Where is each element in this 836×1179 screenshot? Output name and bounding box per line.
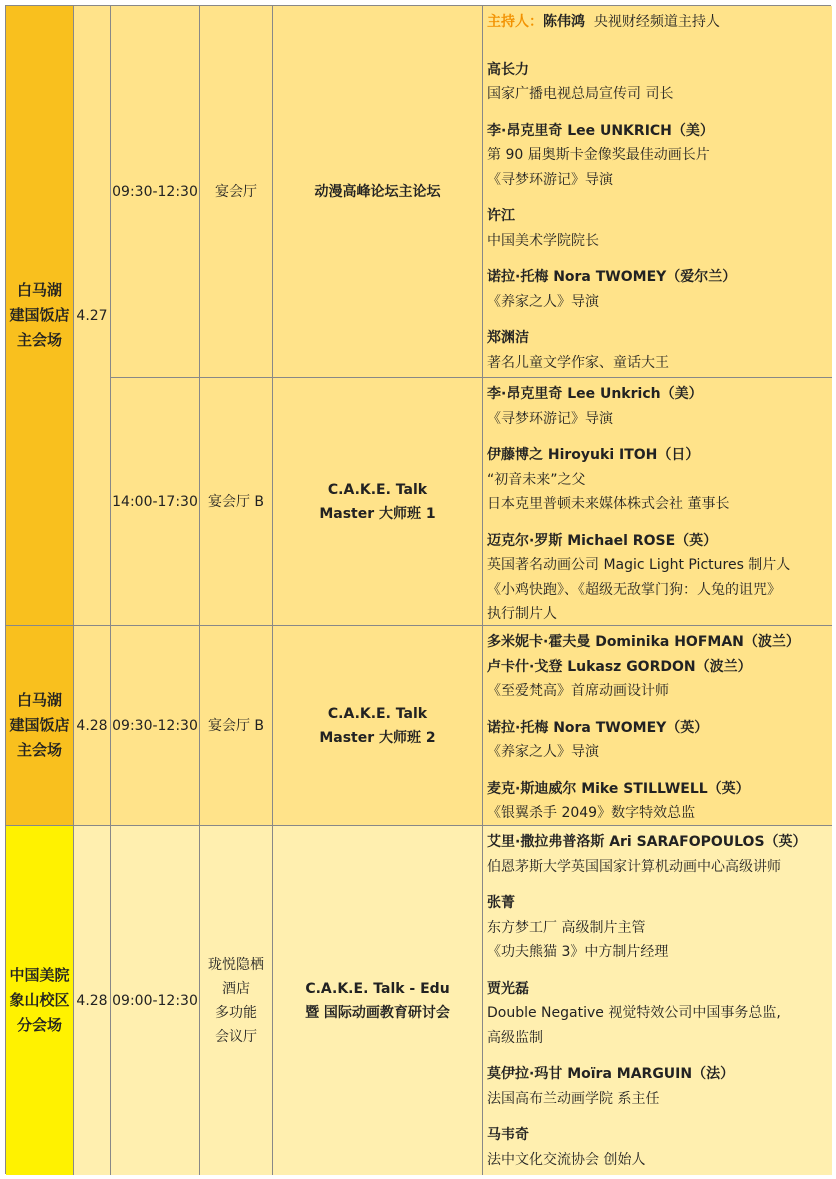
speaker-entry xyxy=(487,891,832,965)
venue-cell xyxy=(6,6,74,626)
speakers-cell xyxy=(483,626,832,826)
forum-title: C.A.K.E. Talk xyxy=(327,481,428,498)
host-title: 央视财经频道主持人 xyxy=(593,14,720,30)
speaker-title: 《寻梦环游记》导演 xyxy=(487,171,613,188)
speaker-title: 高级监制 xyxy=(487,1029,543,1046)
speaker-name: 多米妮卡·霍夫曼 Dominika HOFMAN（波兰） xyxy=(487,634,800,650)
speaker-name: 许江 xyxy=(487,208,515,224)
speaker-name: 马韦奇 xyxy=(487,1127,529,1143)
speaker-name: 张菁 xyxy=(487,895,515,911)
date-cell xyxy=(74,626,111,826)
speaker-name: 诺拉·托梅 Nora TWOMEY（爱尔兰） xyxy=(487,269,737,285)
hall-cell xyxy=(200,6,273,378)
date-text: 4.27 xyxy=(76,307,108,324)
date-cell xyxy=(74,6,111,626)
speaker-name: 李·昂克里奇 Lee Unkrich（美） xyxy=(487,386,703,402)
speaker-title: 中国美术学院院长 xyxy=(487,232,599,249)
speaker-name: 莫伊拉·玛甘 Moïra MARGUIN（法） xyxy=(487,1066,735,1082)
speaker-title: 《至爱梵高》首席动画设计师 xyxy=(487,683,669,699)
forum-cell xyxy=(273,626,483,826)
forum-cell xyxy=(273,378,483,626)
time-text: 09:30-12:30 xyxy=(112,717,198,734)
speaker-title: 《养家之人》导演 xyxy=(487,293,599,310)
forum-title: Master 大师班 2 xyxy=(319,729,436,746)
venue-line: 白马湖 xyxy=(16,281,62,299)
forum-title: Master 大师班 1 xyxy=(319,505,436,522)
host-role-label: 主持人： xyxy=(487,14,543,30)
speakers-cell xyxy=(483,6,832,378)
forum-cell xyxy=(273,6,483,378)
speaker-title: 英国著名动画公司 Magic Light Pictures 制片人 xyxy=(487,557,791,573)
speaker-name: 诺拉·托梅 Nora TWOMEY（英） xyxy=(487,719,709,736)
speaker-title: 《养家之人》导演 xyxy=(487,744,599,760)
speaker-entry xyxy=(487,529,832,627)
speaker-title: 执行制片人 xyxy=(487,606,557,622)
venue-line: 分会场 xyxy=(16,1016,62,1034)
speaker-name: 迈克尔·罗斯 Michael ROSE（英） xyxy=(487,532,718,549)
speaker-entry xyxy=(487,58,832,107)
speaker-entry xyxy=(487,1123,832,1172)
speaker-name: 贾光磊 xyxy=(487,980,529,997)
speaker-title: 法中文化交流协会 创始人 xyxy=(487,1151,646,1168)
time-cell xyxy=(111,378,200,626)
venue-line: 白马湖 xyxy=(16,691,62,709)
hall-text: 酒店 xyxy=(222,980,250,997)
speaker-entry xyxy=(487,977,832,1051)
forum-title: C.A.K.E. Talk - Edu xyxy=(305,980,450,997)
venue-cell xyxy=(6,626,74,826)
speaker-name: 艾里·撒拉弗普洛斯 Ari SARAFOPOULOS（英） xyxy=(487,834,807,850)
speaker-title: 东方梦工厂 高级制片主管 xyxy=(487,919,646,936)
venue-line: 主会场 xyxy=(16,741,62,759)
speaker-title: 《功夫熊猫 3》中方制片经理 xyxy=(487,944,669,960)
forum-title: 暨 国际动画教育研讨会 xyxy=(305,1004,450,1021)
speaker-name: 卢卡什·戈登 Lukasz GORDON（波兰） xyxy=(487,658,752,675)
speaker-name: 郑渊洁 xyxy=(487,330,529,346)
hall-cell xyxy=(200,826,273,1175)
hall-text: 宴会厅 xyxy=(215,183,257,200)
hall-cell xyxy=(200,378,273,626)
venue-line: 建国饭店 xyxy=(9,306,70,324)
speaker-entry xyxy=(487,630,832,704)
speaker-entry xyxy=(487,830,832,879)
time-text: 14:00-17:30 xyxy=(112,493,198,510)
speaker-entry xyxy=(487,777,832,826)
speaker-entry xyxy=(487,716,832,765)
speaker-title: 《银翼杀手 2049》数字特效总监 xyxy=(487,805,696,821)
speaker-entry xyxy=(487,443,832,517)
speaker-name: 李·昂克里奇 Lee UNKRICH（美） xyxy=(487,122,714,139)
hall-cell xyxy=(200,626,273,826)
date-text: 4.28 xyxy=(76,717,108,734)
speaker-entry xyxy=(487,326,832,375)
host-name: 陈伟鸿 xyxy=(543,14,585,30)
hall-text: 珑悦隐栖 xyxy=(208,956,264,973)
time-cell xyxy=(111,626,200,826)
hall-text: 宴会厅 B xyxy=(207,717,265,734)
speaker-title: 法国高布兰动画学院 系主任 xyxy=(487,1090,660,1107)
venue-line: 中国美院 xyxy=(9,966,70,984)
speaker-title: 著名儿童文学作家、童话大王 xyxy=(487,354,669,371)
speaker-entry xyxy=(487,204,832,253)
hall-text: 会议厅 xyxy=(215,1028,257,1045)
speaker-title: 《小鸡快跑》、《超级无敌掌门狗：人兔的诅咒》 xyxy=(487,581,781,598)
speaker-entry xyxy=(487,1062,832,1111)
venue-line: 主会场 xyxy=(16,331,62,349)
speaker-title: 日本克里普顿未来媒体株式会社 董事长 xyxy=(487,496,730,512)
date-text: 4.28 xyxy=(76,992,108,1009)
forum-cell xyxy=(273,826,483,1175)
date-cell xyxy=(74,826,111,1175)
forum-title: C.A.K.E. Talk xyxy=(327,705,428,722)
speaker-title: 第 90 届奥斯卡金像奖最佳动画长片 xyxy=(487,147,710,163)
speaker-entry xyxy=(487,382,832,431)
host-entry xyxy=(487,10,832,35)
speaker-title: Double Negative 视觉特效公司中国事务总监, xyxy=(487,1005,781,1021)
time-cell xyxy=(111,826,200,1175)
time-text: 09:00-12:30 xyxy=(112,992,198,1009)
venue-line: 象山校区 xyxy=(9,991,70,1009)
venue-line: 建国饭店 xyxy=(9,716,70,734)
time-text: 09:30-12:30 xyxy=(112,183,198,200)
hall-text: 多功能 xyxy=(215,1004,257,1021)
schedule-table xyxy=(5,5,831,1174)
speaker-name: 麦克·斯迪威尔 Mike STILLWELL（英） xyxy=(487,780,750,797)
speakers-cell xyxy=(483,378,832,626)
speaker-title: 伯恩茅斯大学英国国家计算机动画中心高级讲师 xyxy=(487,858,781,875)
speaker-entry xyxy=(487,119,832,193)
speaker-title: 《寻梦环游记》导演 xyxy=(487,410,613,427)
time-cell xyxy=(111,6,200,378)
speakers-cell xyxy=(483,826,832,1175)
speaker-title: “初音未来”之父 xyxy=(487,471,586,488)
forum-title: 动漫高峰论坛主论坛 xyxy=(314,183,441,200)
speaker-title: 国家广播电视总局宣传司 司长 xyxy=(487,86,674,102)
venue-cell xyxy=(6,826,74,1175)
speaker-entry xyxy=(487,265,832,314)
speaker-name: 高长力 xyxy=(487,61,529,78)
hall-text: 宴会厅 B xyxy=(207,493,265,510)
speaker-name: 伊藤博之 Hiroyuki ITOH（日） xyxy=(487,447,700,463)
